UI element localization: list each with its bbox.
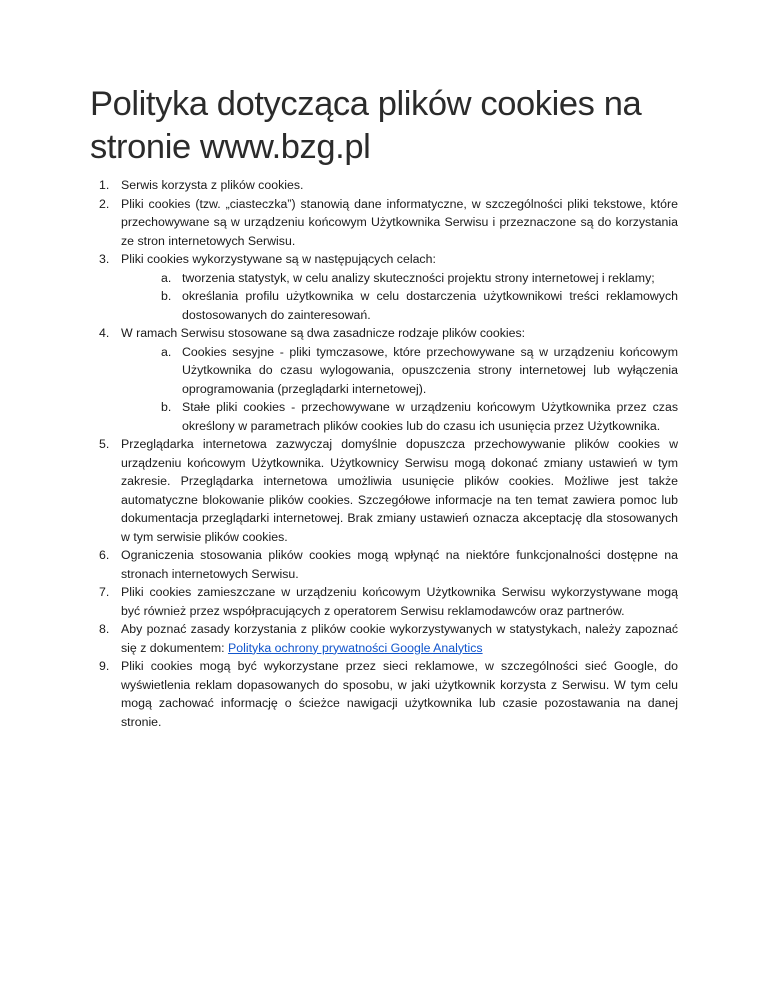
list-item: [90, 195, 678, 251]
sub-item-letter: a.: [161, 270, 172, 285]
item-text: Przeglądarka internetowa zazwyczaj domyślnie dopuszcza przechowywanie plików cookies w urządzeniu końcowym Użytkownika. Użytkownicy Serwisu mogą dokonać zmiany ustawień w tym zakresie. Przeglądarka internetowa umożliwia usunięcie plików cookies. Możliwe jest także automatyczne blokowanie plików cookies. Szczegółowe informacje na ten temat zawiera pomoc lub dokumentacja przeglądarki internetowej. Brak zmiany ustawień oznacza akceptację dla stosowanych w tym serwisie plików cookies.: [121, 437, 678, 544]
title-line-1: Polityka dotycząca plików cookies na: [90, 85, 642, 123]
item-number: 5.: [99, 437, 110, 451]
list-item: [90, 250, 678, 324]
item-number: 4.: [99, 326, 110, 340]
list-item: [90, 176, 678, 195]
item-number: 2.: [99, 196, 110, 211]
sub-list-item: [121, 343, 678, 399]
list-item: [90, 324, 678, 435]
item-text: W ramach Serwisu stosowane są dwa zasadnicze rodzaje plików cookies:: [121, 326, 526, 340]
sub-item-text: tworzenia statystyk, w celu analizy skuteczności projektu strony internetowej i reklamy;: [182, 270, 655, 285]
title-line-2: stronie www.bzg.pl: [90, 128, 371, 166]
item-text: Pliki cookies (tzw. „ciasteczka”) stanowią dane informatyczne, w szczególności pliki tekstowe, które przechowywane są w urządzeniu końcowym Użytkownika Serwisu i przeznaczone są do korzystania ze stron internetowych Serwisu.: [121, 196, 678, 248]
sub-item-letter: a.: [161, 344, 172, 359]
list-item: [90, 620, 678, 657]
list-item: [90, 657, 678, 731]
sub-list: [121, 343, 678, 436]
cookie-policy-list: [90, 176, 678, 731]
sub-item-text: określania profilu użytkownika w celu dostarczenia użytkownikowi treści reklamowych dostosowanych do zainteresowań.: [182, 289, 678, 322]
item-number: 1.: [99, 178, 110, 192]
item-text: Serwis korzysta z plików cookies.: [121, 178, 304, 192]
sub-list-item: [121, 269, 678, 288]
list-item: [90, 546, 678, 583]
sub-list-item: [121, 398, 678, 435]
list-item: [90, 583, 678, 620]
google-analytics-privacy-link[interactable]: Polityka ochrony prywatności Google Analytics: [228, 640, 483, 655]
item-number: 6.: [99, 548, 110, 562]
sub-item-text: Cookies sesyjne - pliki tymczasowe, które przechowywane są w urządzeniu końcowym Użytkownika do czasu wylogowania, opuszczenia strony internetowej lub wyłączenia oprogramowania (przeglądarki internetowej).: [182, 344, 678, 396]
sub-list-item: [121, 287, 678, 324]
sub-item-letter: b.: [161, 289, 172, 303]
item-text: Aby poznać zasady korzystania z plików cookie wykorzystywanych w statystykach, należy zapoznać się z dokumentem:: [121, 622, 678, 655]
item-text: Ograniczenia stosowania plików cookies mogą wpłynąć na niektóre funkcjonalności dostępne na stronach internetowych Serwisu.: [121, 548, 678, 581]
list-item: [90, 435, 678, 546]
page-title: [90, 83, 690, 169]
item-number: 8.: [99, 622, 110, 636]
item-text: Pliki cookies wykorzystywane są w następujących celach:: [121, 252, 436, 266]
sub-item-letter: b.: [161, 400, 172, 414]
item-number: 7.: [99, 585, 110, 599]
item-text: Pliki cookies zamieszczane w urządzeniu końcowym Użytkownika Serwisu wykorzystywane mogą być również przez współpracujących z operatorem Serwisu reklamodawców oraz partnerów.: [121, 585, 678, 618]
sub-list: [121, 269, 678, 325]
item-number: 3.: [99, 252, 110, 266]
sub-item-text: Stałe pliki cookies - przechowywane w urządzeniu końcowym Użytkownika przez czas określony w parametrach plików cookies lub do czasu ich usunięcia przez Użytkownika.: [182, 400, 678, 433]
item-number: 9.: [99, 659, 110, 673]
item-text: Pliki cookies mogą być wykorzystane przez sieci reklamowe, w szczególności sieć Google, do wyświetlenia reklam dopasowanych do sposobu, w jaki użytkownik korzysta z Serwisu. W tym celu mogą zachować informację o ścieżce nawigacji użytkownika lub czasie pozostawania na danej stronie.: [121, 659, 678, 729]
